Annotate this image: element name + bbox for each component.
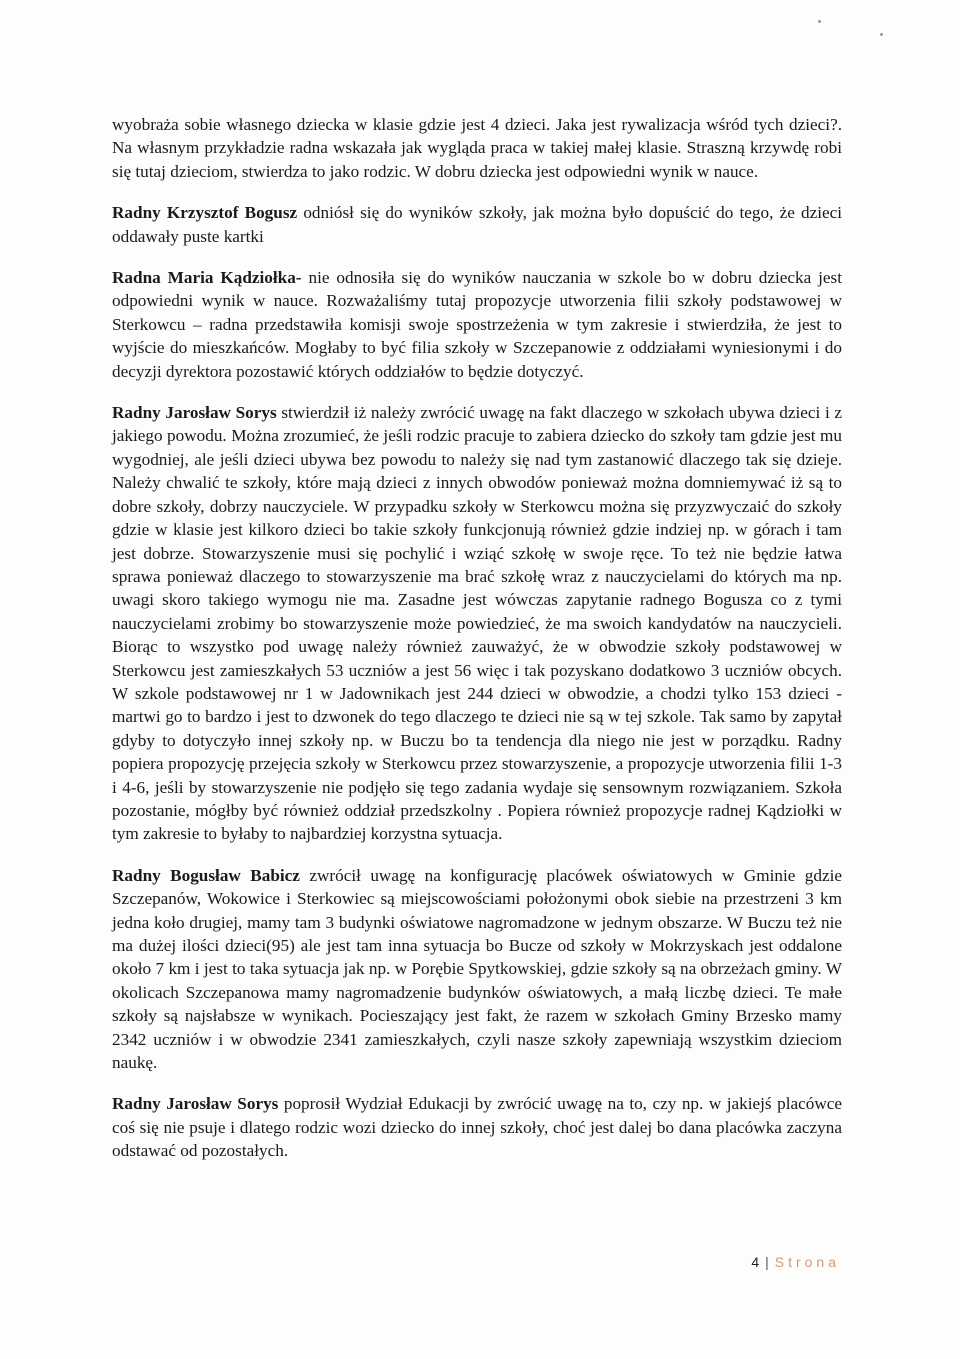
speaker-name: Radny Jarosław Sorys (112, 1094, 279, 1114)
paragraph-text: wyobraża sobie własnego dziecka w klasie gdzie jest 4 dzieci. Jaka jest rywalizacja wśród tych dzieci?. Na własnym przykładzie radna wskazała jak wygląda praca w takiej małej klasie. Straszną krzywdę robi się tutaj dzieciom, stwierdza to jako rodzic. W dobru dziecka jest odpowiedni wynik w nauce. (112, 115, 842, 181)
paragraph-4 (112, 401, 842, 846)
paragraph-text: poprosił Wydział Edukacji by zwrócić uwagę na to, czy np. w jakiejś placówce coś się nie psuje i dlatego rodzic wozi dziecko do innej szkoły, choć jest dalej bo dana placówka zaczyna odstawać od pozostałych. (112, 1094, 842, 1161)
paragraph-6 (112, 1092, 842, 1162)
speaker-name: Radny Bogusław Babicz (112, 865, 300, 885)
speaker-name: Radny Jarosław Sorys (112, 403, 277, 423)
paragraph-5 (112, 864, 842, 1075)
footer-separator: | (765, 1254, 769, 1270)
page-number: 4 (751, 1254, 760, 1270)
paragraph-text: nie odnosiła się do wyników nauczania w szkole bo w dobru dziecka jest odpowiedni wynik w nauce. Rozważaliśmy tutaj propozycje utworzenia filii szkoły podstawowej w Sterkowcu – radna przedstawiła komisji swoje spostrzeżenia w tym zakresie i stwierdziła, że jest to wyjście do mieszkańców. Mogłaby to być filia szkoły w Szczepanowie z oddziałami wyniesionymi i do decyzji dyrektora pozostawić których oddziałów to będzie dotyczyć. (112, 268, 843, 381)
speaker-name: Radna Maria Kądziołka- (112, 268, 302, 288)
paragraph-text: odniósł się do wyników szkoły, jak można było dopuścić do tego, że dzieci oddawały puste kartki (112, 203, 843, 246)
page-label: Strona (774, 1254, 840, 1270)
paragraph-text: zwrócił uwagę na konfigurację placówek oświatowych w Gminie gdzie Szczepanów, Wokowice i Sterkowiec są miejscowościami położonymi obok siebie na przestrzeni 3 km jedna koło drugiej, mamy tam 3 budynki oświatowe nagromadzone w jednym obszarze. W Buczu też nie ma dużej ilości dzieci(95) ale jest tam inna sytuacja bo Bucze od szkoły w Mokrzyskach jest oddalone około 7 km i jest to taka sytuacja jak np. w Porębie Spytkowskiej, gdzie szkoły są na obrzeżach gminy. W okolicach Szczepanowa mamy nagromadzenie budynków oświatowych, a małą liczbę dzieci. Te małe szkoły są najsłabsze w wynikach. Pocieszający jest fakt, że razem w szkołach Gminy Brzesko mamy 2342 uczniów i w obwodzie 2341 zamieszkałych, czyli nasze szkoły zapewniają wszystkim dzieciom naukę. (112, 865, 843, 1073)
speaker-name: Radny Krzysztof Bogusz (112, 203, 298, 223)
paragraph-text: stwierdził iż należy zwrócić uwagę na fakt dlaczego w szkołach ubywa dzieci i z jakiego powodu. Można zrozumieć, że jeśli rodzic pracuje to zabiera dziecko do szkoły tam gdzie jest mu wygodniej, ale jeśli dzieci ubywa bez powodu to należy się nad tym zastanowić dlaczego tak się dzieje. Należy chwalić te szkoły, które mają dzieci z innych obwodów ponieważ można domniemywać iż są to dobre szkoły, dobrzy nauczyciele. W przypadku szkoły w Sterkowcu można się przyzwyczaić do szkoły gdzie w klasie jest kilkoro dzieci bo takie szkoły funkcjonują również gdzie indziej np. w górach i tam jest dobrze. Stowarzyszenie musi się pochylić i wziąć szkołę w swoje ręce. To też nie będzie łatwa sprawa ponieważ dlaczego to stowarzyszenie ma brać szkołę wraz z nauczycielami do których ma np. uwagi skoro takiego wymogu nie ma. Zasadne jest wówczas zapytanie radnego Bogusza co z tymi nauczycielami zrobimy bo stowarzyszenie może powiedzieć, że ma swoich kandydatów na nauczycieli. Biorąc to wszystko pod uwagę należy również zauważyć, że w obwodzie szkoły podstawowej w Sterkowcu jest zamieszkałych 53 uczniów a jest 56 więc i tak pozyskano dodatkowo 3 uczniów obcych. W szkole podstawowej nr 1 w Jadownikach jest 244 dzieci w obwodzie, a chodzi tylko 153 dzieci - martwi go to bardzo i jest to dzwonek do tego dlaczego te dzieci nie są w tej szkole. Tak samo by zapytał gdyby to dotyczyło innej szkoły np. w Buczu bo ta tendencja dla niego nie jest w porządku. Radny popiera propozycję przejęcia szkoły w Sterkowcu przez stowarzyszenie, a propozycje utworzenia filii 1-3 i 4-6, jeśli by stowarzyszenie nie podjęło się tego zadania wydaje się sensownym rozwiązaniem. Szkoła pozostanie, mógłby być również oddział przedszkolny . Popiera również propozycje radnej Kądziołki w tym zakresie to byłaby to najbardziej korzystna sytuacja. (112, 403, 843, 844)
scan-speck (880, 33, 883, 36)
scan-speck (818, 20, 821, 23)
document-body (112, 113, 842, 1181)
paragraph-3 (112, 266, 842, 383)
paragraph-1 (112, 113, 842, 183)
page-footer (751, 1254, 840, 1270)
paragraph-2 (112, 201, 842, 248)
